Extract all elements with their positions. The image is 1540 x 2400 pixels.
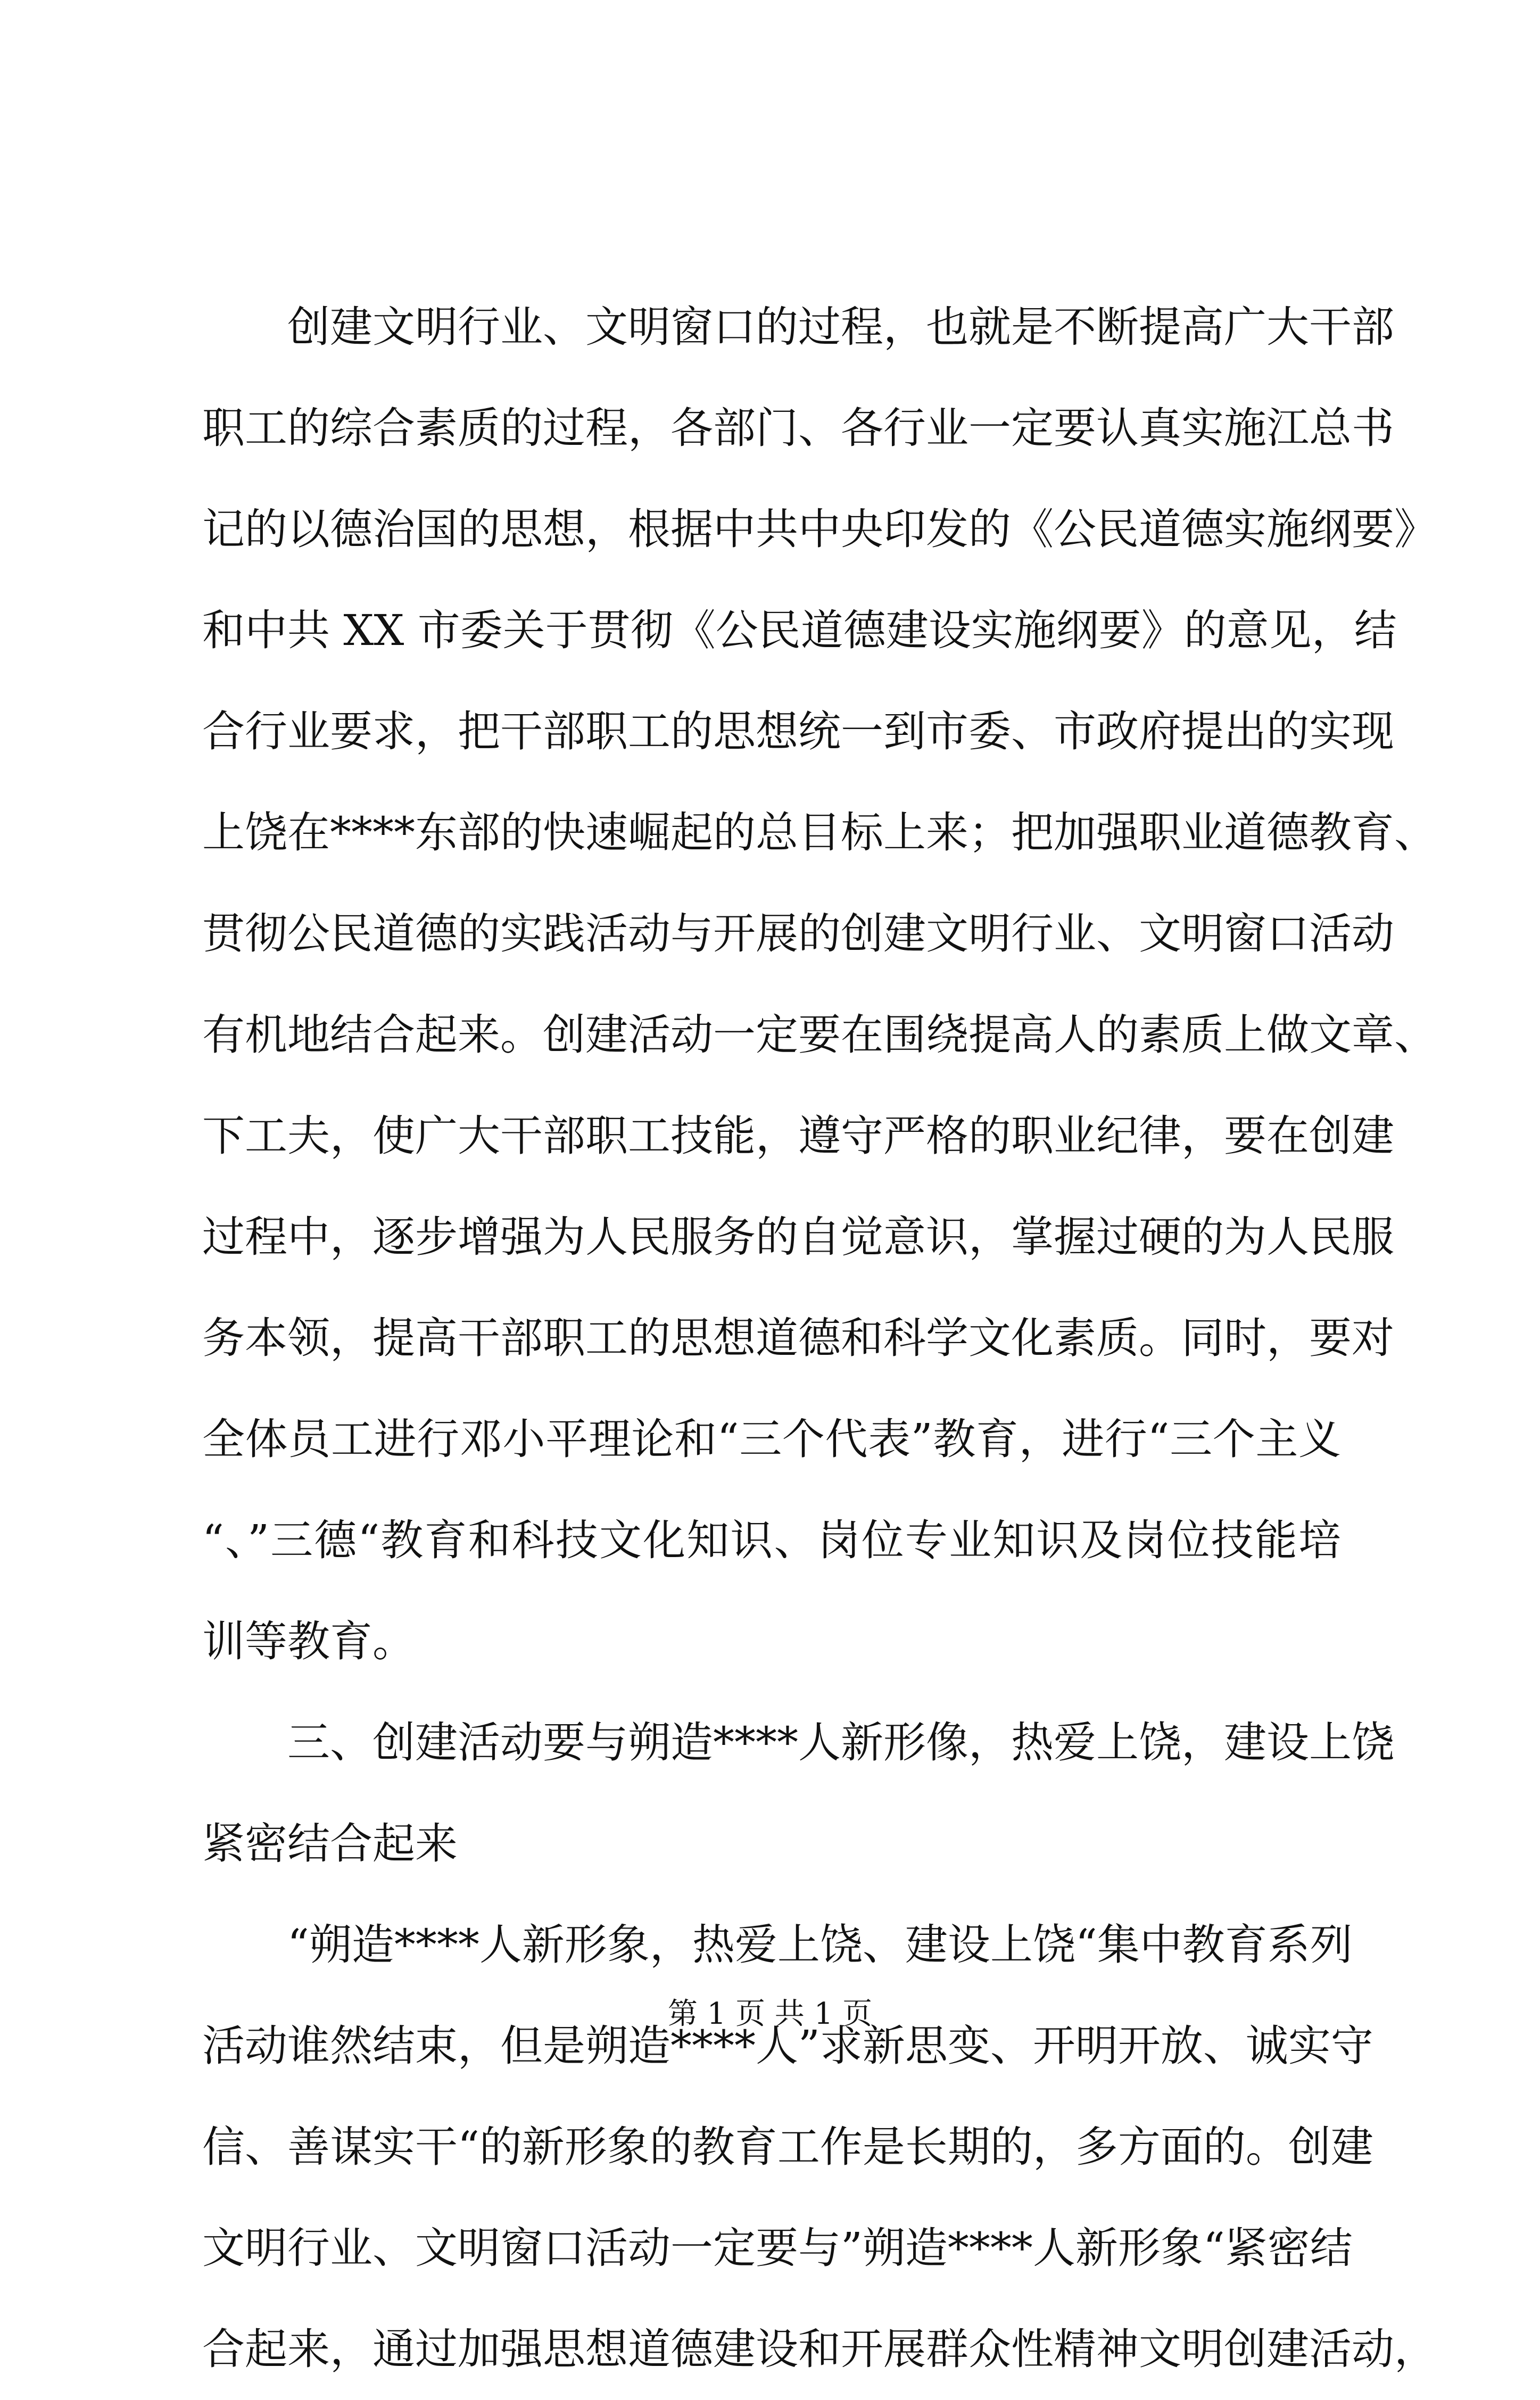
text-line: 创建文明行业、文明窗口的过程，也就是不断提高广大干部: [287, 302, 1394, 352]
text-line: 合行业要求，把干部职工的思想统一到市委、市政府提出的实现: [202, 707, 1394, 756]
text-line: 记的以德治国的思想，根据中共中央印发的《公民道德实施纲要》: [202, 504, 1437, 554]
text-line: 有机地结合起来。创建活动一定要在围绕提高人的素质上做文章、: [202, 1010, 1437, 1060]
text-line: 全体员工进行邓小平理论和“三个代表”教育，进行“三个主义: [202, 1414, 1341, 1464]
text-line: 三、创建活动要与朔造****人新形像，热爱上饶，建设上饶: [287, 1718, 1394, 1767]
text-line: 贯彻公民道德的实践活动与开展的创建文明行业、文明窗口活动: [202, 909, 1394, 958]
text-line: 训等教育。: [202, 1617, 415, 1666]
text-line: 活动谁然结束，但是朔造****人”求新思变、开明开放、诚实守: [202, 2021, 1373, 2071]
text-line: 紧密结合起来: [202, 1819, 458, 1868]
text-line: 上饶在****东部的快速崛起的总目标上来；把加强职业道德教育、: [202, 808, 1437, 857]
text-line: 职工的综合素质的过程，各部门、各行业一定要认真实施江总书: [202, 403, 1394, 453]
text-line: “、”三德“教育和科技文化知识、岗位专业知识及岗位技能培: [202, 1516, 1341, 1565]
document-body: [202, 277, 1437, 2400]
text-line: 信、善谋实干“的新形象的教育工作是长期的，多方面的。创建: [202, 2122, 1373, 2172]
text-line: 过程中，逐步增强为人民服务的自觉意识，掌握过硬的为人民服: [202, 1212, 1394, 1262]
text-line: “朔造****人新形象，热爱上饶、建设上饶“集中教育系列: [287, 1920, 1353, 1969]
text-line: 合起来，通过加强思想道德建设和开展群众性精神文明创建活动，: [202, 2324, 1437, 2374]
page-footer: 第 1 页 共 1 页: [667, 1997, 873, 2031]
text-line: 务本领，提高干部职工的思想道德和科学文化素质。同时，要对: [202, 1313, 1394, 1363]
text-line: 和中共 XX 市委关于贯彻《公民道德建设实施纲要》的意见，结: [202, 606, 1397, 655]
text-line: 文明行业、文明窗口活动一定要与”朔造****人新形象“紧密结: [202, 2223, 1353, 2273]
text-line: 下工夫，使广大干部职工技能，遵守严格的职业纪律，要在创建: [202, 1111, 1394, 1161]
